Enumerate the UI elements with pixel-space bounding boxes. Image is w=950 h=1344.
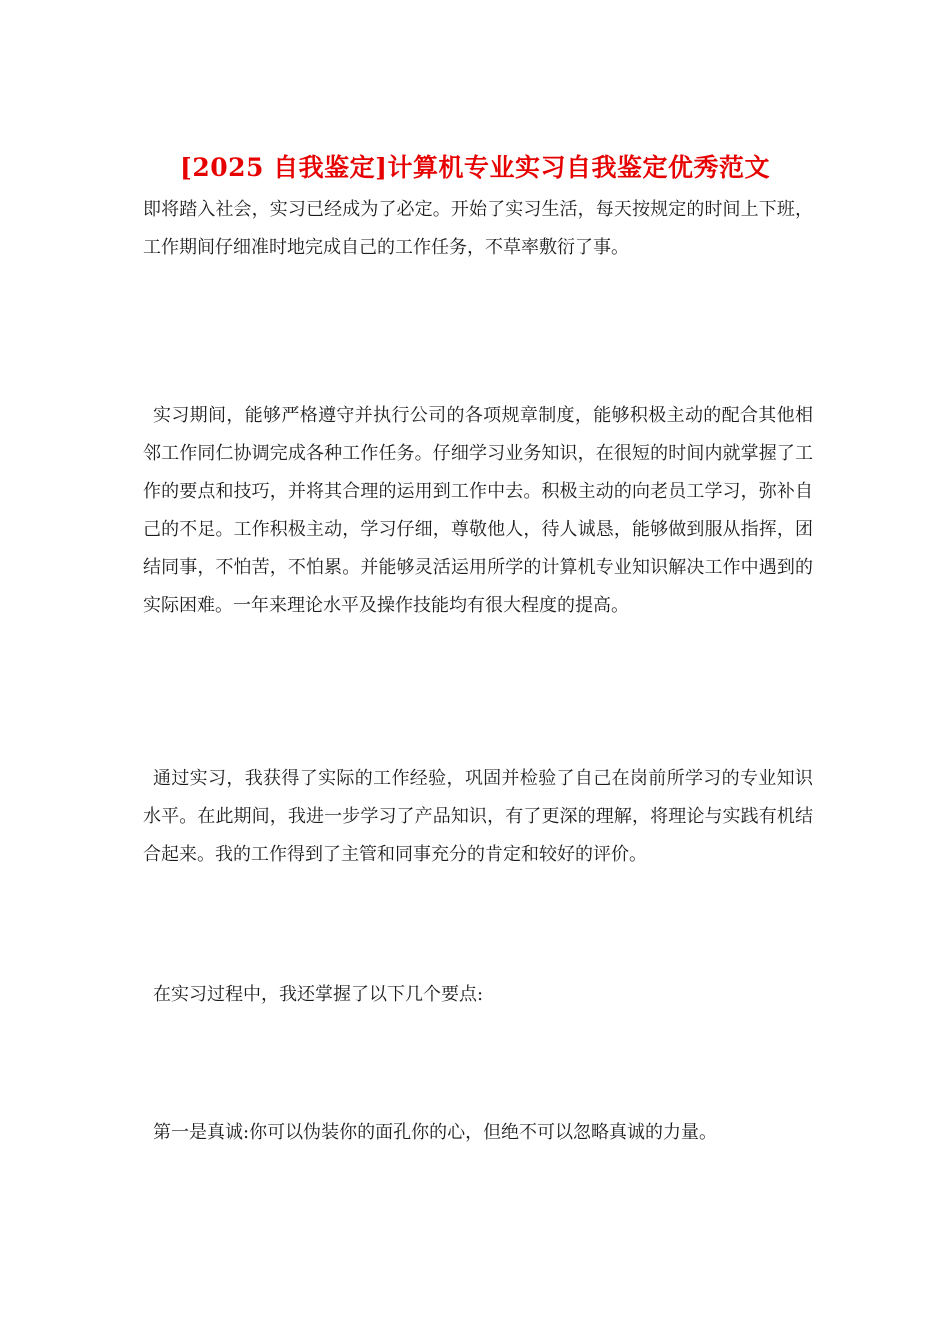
paragraph-intro: 即将踏入社会，实习已经成为了必定。开始了实习生活，每天按规定的时间上下班，工作期间仔细准时地完成自己的工作任务，不草率敷衍了事。 xyxy=(143,199,813,258)
paragraph-key-points: 在实习过程中，我还掌握了以下几个要点: xyxy=(153,984,484,1005)
paragraph-internship-period: 实习期间，能够严格遵守并执行公司的各项规章制度，能够积极主动的配合其他相邻工作同仁协调完成各种工作任务。仔细学习业务知识，在很短的时间内就掌握了工作的要点和技巧，并将其合理的运用到工作中去。积极主动的向老员工学习，弥补自己的不足。工作积极主动，学习仔细，尊敬他人，待人诚恳，能够做到服从指挥，团结同事，不怕苦，不怕累。并能够灵活运用所学的计算机专业知识解决工作中遇到的实际困难。一年来理论水平及操作技能均有很大程度的提高。 xyxy=(143,405,813,616)
paragraph-sincerity: 第一是真诚:你可以伪装你的面孔你的心，但绝不可以忽略真诚的力量。 xyxy=(153,1122,718,1143)
document-title: [2025 自我鉴定]计算机专业实习自我鉴定优秀范文 xyxy=(180,153,770,182)
paragraph-experience: 通过实习，我获得了实际的工作经验，巩固并检验了自己在岗前所学习的专业知识水平。在此期间，我进一步学习了产品知识，有了更深的理解，将理论与实践有机结合起来。我的工作得到了主管和同事充分的肯定和较好的评价。 xyxy=(143,768,813,865)
